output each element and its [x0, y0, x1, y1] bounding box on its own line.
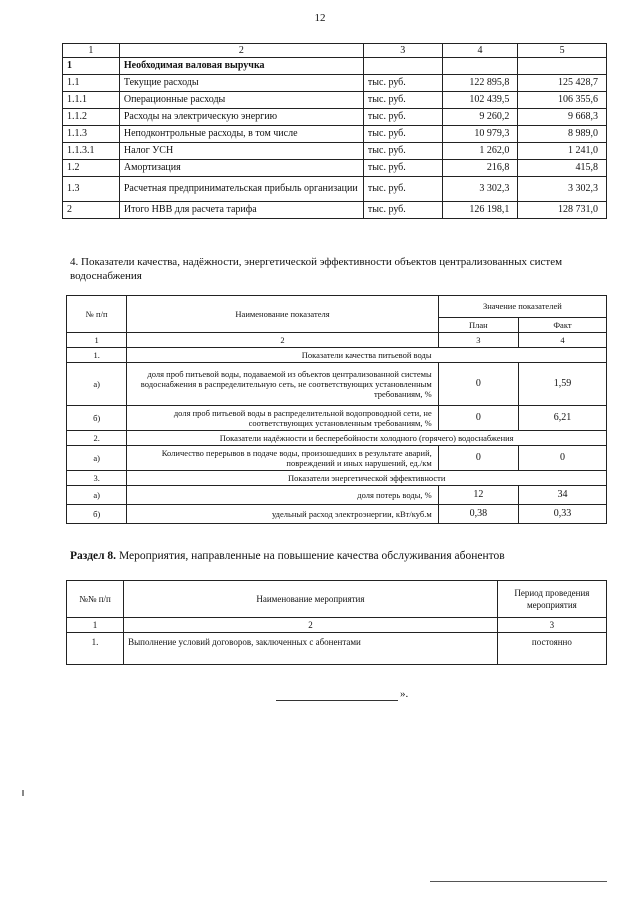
table-index-row — [67, 333, 607, 348]
row-value-2: 1 241,0 — [518, 143, 607, 160]
row-value-2: 106 355,6 — [518, 92, 607, 109]
index-cell: 4 — [518, 333, 606, 348]
header-num: №№ п/п — [67, 581, 124, 618]
row-value-2 — [518, 58, 607, 75]
table-row — [63, 160, 607, 177]
margin-mark — [22, 790, 24, 796]
row-name: Расходы на электрическую энергию — [119, 109, 363, 126]
row-name: Необходимая валовая выручка — [119, 58, 363, 75]
header-cell: 4 — [442, 44, 518, 58]
group-row — [67, 348, 607, 363]
header-name: Наименование мероприятия — [124, 581, 498, 618]
row-unit: тыс. руб. — [363, 177, 442, 202]
group-title: Показатели надёжности и бесперебойности холодного (горячего) водоснабжения — [127, 431, 607, 446]
row-name: доля проб питьевой воды, подаваемой из объектов централизованной системы водоснабжения в распределительную сеть, не соответствующих установленным требованиям, % — [127, 363, 438, 406]
table-row — [63, 58, 607, 75]
row-number: а) — [67, 363, 127, 406]
row-number: 1. — [67, 633, 124, 665]
table-row — [63, 75, 607, 92]
row-name: Налог УСН — [119, 143, 363, 160]
row-unit: тыс. руб. — [363, 92, 442, 109]
section-8-title — [70, 549, 505, 563]
section-8-text: Мероприятия, направленные на повышение качества обслуживания абонентов — [118, 550, 505, 562]
row-value-1: 122 895,8 — [442, 75, 518, 92]
row-number: б) — [67, 406, 127, 431]
row-value-2: 125 428,7 — [518, 75, 607, 92]
table-row — [63, 177, 607, 202]
header-plan: План — [438, 317, 518, 332]
table-header-row — [67, 296, 607, 318]
row-number: б) — [67, 505, 127, 524]
index-cell: 1 — [67, 333, 127, 348]
section-8-label: Раздел 8. — [70, 550, 117, 562]
group-number: 1. — [67, 348, 127, 363]
row-value-1 — [442, 58, 518, 75]
row-unit: тыс. руб. — [363, 202, 442, 219]
row-value-2: 128 731,0 — [518, 202, 607, 219]
quality-indicators-table — [66, 295, 607, 524]
row-plan: 0 — [438, 446, 518, 471]
row-value-2: 8 989,0 — [518, 126, 607, 143]
row-plan: 0,38 — [438, 505, 518, 524]
row-name: Выполнение условий договоров, заключенных с абонентами — [124, 633, 498, 665]
header-cell: 1 — [63, 44, 120, 58]
table-row — [67, 406, 607, 431]
row-fact: 1,59 — [518, 363, 606, 406]
row-value-2: 3 302,3 — [518, 177, 607, 202]
group-number: 2. — [67, 431, 127, 446]
row-name: доля потерь воды, % — [127, 486, 438, 505]
row-fact: 34 — [518, 486, 606, 505]
table-row — [63, 109, 607, 126]
group-title: Показатели энергетической эффективности — [127, 471, 607, 486]
table-row — [67, 446, 607, 471]
row-number: 1 — [63, 58, 120, 75]
row-name: Операционные расходы — [119, 92, 363, 109]
row-name: удельный расход электроэнергии, кВт/куб.м — [127, 505, 438, 524]
row-number: 1.1 — [63, 75, 120, 92]
page-number: 12 — [314, 12, 326, 24]
row-number: 2 — [63, 202, 120, 219]
row-number: 1.1.1 — [63, 92, 120, 109]
header-cell: 5 — [518, 44, 607, 58]
measures-table — [66, 580, 607, 665]
header-fact: Факт — [518, 317, 606, 332]
row-value-2: 415,8 — [518, 160, 607, 177]
table-row — [67, 505, 607, 524]
row-value-1: 10 979,3 — [442, 126, 518, 143]
row-number: 1.1.3.1 — [63, 143, 120, 160]
row-name: Амортизация — [119, 160, 363, 177]
footer-line — [430, 881, 607, 882]
row-value-1: 9 260,2 — [442, 109, 518, 126]
table-row — [67, 486, 607, 505]
row-period: постоянно — [497, 633, 606, 665]
row-unit: тыс. руб. — [363, 75, 442, 92]
table-header-row — [63, 44, 607, 58]
table-index-row — [67, 618, 607, 633]
index-cell: 1 — [67, 618, 124, 633]
index-cell: 3 — [438, 333, 518, 348]
row-unit: тыс. руб. — [363, 126, 442, 143]
row-plan: 0 — [438, 406, 518, 431]
row-name: Количество перерывов в подаче воды, произошедших в результате аварий, повреждений и иных нарушений, ед./км — [127, 446, 438, 471]
row-name: Неподконтрольные расходы, в том числе — [119, 126, 363, 143]
closing-quote: ». — [400, 688, 409, 700]
row-unit: тыс. руб. — [363, 109, 442, 126]
signature-line — [276, 700, 398, 701]
table-row — [67, 633, 607, 665]
index-cell: 3 — [497, 618, 606, 633]
row-fact: 0 — [518, 446, 606, 471]
row-number: 1.1.3 — [63, 126, 120, 143]
group-row — [67, 431, 607, 446]
row-plan: 12 — [438, 486, 518, 505]
row-name: Текущие расходы — [119, 75, 363, 92]
row-value-1: 216,8 — [442, 160, 518, 177]
row-fact: 6,21 — [518, 406, 606, 431]
row-name: Итого НВВ для расчета тарифа — [119, 202, 363, 219]
table-row — [63, 126, 607, 143]
header-num: № п/п — [67, 296, 127, 333]
row-number: а) — [67, 486, 127, 505]
row-name: Расчетная предпринимательская прибыль организации — [119, 177, 363, 202]
header-cell: 2 — [119, 44, 363, 58]
group-row — [67, 471, 607, 486]
row-number: 1.2 — [63, 160, 120, 177]
row-unit: тыс. руб. — [363, 160, 442, 177]
row-number: 1.3 — [63, 177, 120, 202]
group-title: Показатели качества питьевой воды — [127, 348, 607, 363]
row-fact: 0,33 — [518, 505, 606, 524]
row-number: 1.1.2 — [63, 109, 120, 126]
row-value-1: 126 198,1 — [442, 202, 518, 219]
row-name: доля проб питьевой воды в распределительной водопроводной сети, не соответствующих установленным требованиям, % — [127, 406, 438, 431]
row-plan: 0 — [438, 363, 518, 406]
header-cell: 3 — [363, 44, 442, 58]
index-cell: 2 — [124, 618, 498, 633]
table-row — [67, 363, 607, 406]
row-value-1: 3 302,3 — [442, 177, 518, 202]
row-unit: тыс. руб. — [363, 143, 442, 160]
index-cell: 2 — [127, 333, 438, 348]
row-value-1: 1 262,0 — [442, 143, 518, 160]
header-name: Наименование показателя — [127, 296, 438, 333]
table-row — [63, 92, 607, 109]
table-row — [63, 202, 607, 219]
section-4-title: 4. Показатели качества, надёжности, энергетической эффективности объектов централизованных систем водоснабжения — [70, 256, 563, 282]
row-number: а) — [67, 446, 127, 471]
header-values: Значение показателей — [438, 296, 606, 318]
row-value-2: 9 668,3 — [518, 109, 607, 126]
header-period: Период проведения мероприятия — [497, 581, 606, 618]
row-value-1: 102 439,5 — [442, 92, 518, 109]
group-number: 3. — [67, 471, 127, 486]
revenue-table — [62, 43, 607, 219]
table-row — [63, 143, 607, 160]
table-header-row — [67, 581, 607, 618]
row-unit — [363, 58, 442, 75]
